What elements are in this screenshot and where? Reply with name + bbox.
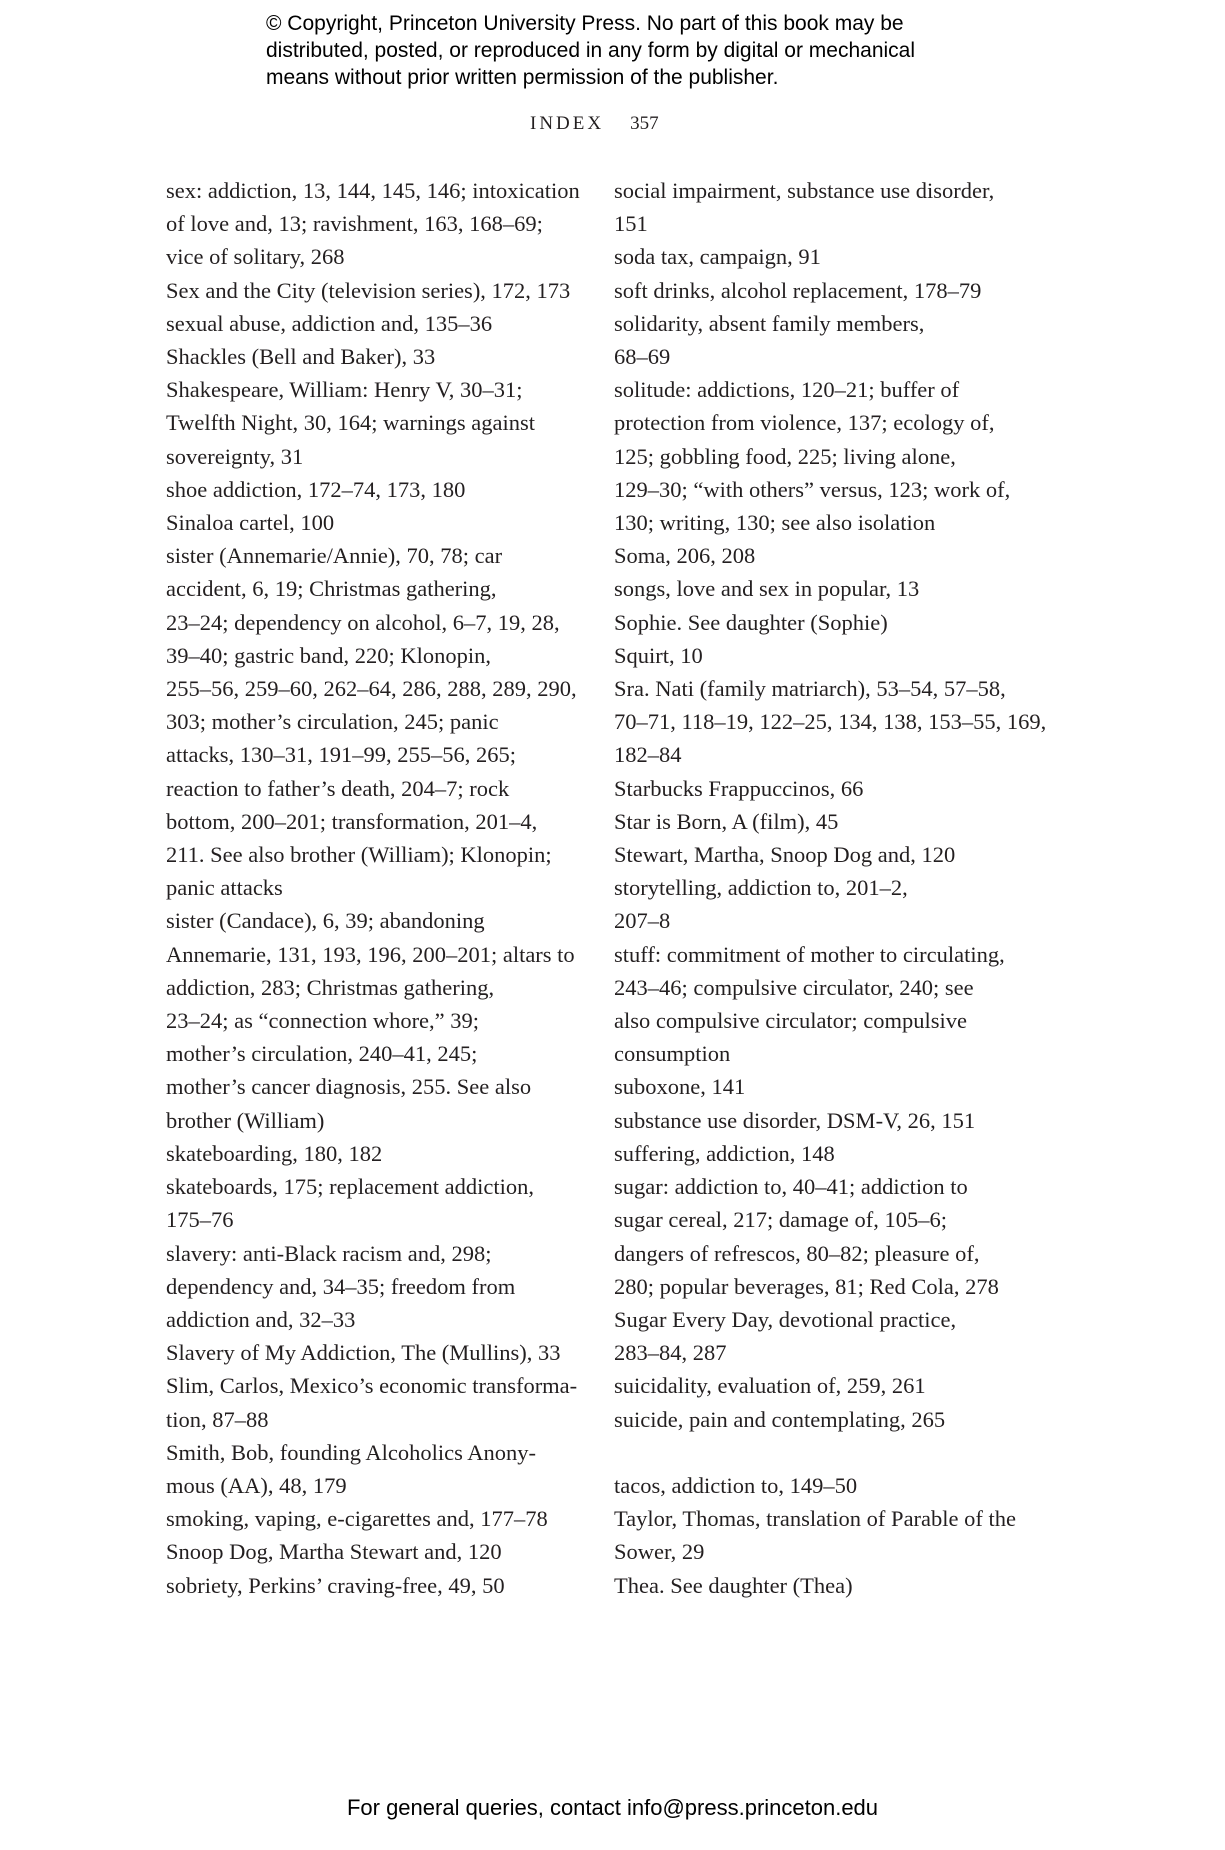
index-entry [166, 1237, 596, 1337]
index-entry-line: soda tax, campaign, 91 [614, 244, 821, 270]
index-entry [166, 174, 596, 274]
index-entry-line: Annemarie, 131, 193, 196, 200–201; altars to [166, 941, 575, 967]
index-entry [614, 606, 1044, 639]
copyright-line: means without prior written permission of the publisher. [266, 66, 779, 89]
index-entry [614, 1403, 1044, 1436]
index-entry [614, 1137, 1044, 1170]
index-entry-line: Thea. See daughter (Thea) [614, 1572, 853, 1598]
index-entry-line: 70–71, 118–19, 122–25, 134, 138, 153–55, 169, [614, 709, 1047, 735]
index-entry-line: sovereignty, 31 [166, 443, 304, 469]
index-entry [166, 340, 596, 373]
index-entry-line: suicidality, evaluation of, 259, 261 [614, 1373, 926, 1399]
index-entry-line: slavery: anti-Black racism and, 298; [166, 1240, 492, 1266]
index-entry-line: Snoop Dog, Martha Stewart and, 120 [166, 1539, 502, 1565]
running-head [530, 113, 659, 135]
index-entry-line: 23–24; as “connection whore,” 39; [166, 1008, 480, 1034]
index-entry-line: mous (AA), 48, 179 [166, 1472, 347, 1498]
index-entry-line: social impairment, substance use disorder, [614, 178, 995, 203]
index-entry-line: 243–46; compulsive circulator, 240; see [614, 974, 974, 1000]
footer-contact: For general queries, contact info@press.princeton.edu [346, 1795, 879, 1820]
index-entry-line: Star is Born, A (film), 45 [614, 808, 839, 834]
index-entry-line: 125; gobbling food, 225; living alone, [614, 443, 956, 469]
index-entry-line: storytelling, addiction to, 201–2, [614, 875, 908, 901]
index-entry-line: dependency and, 34–35; freedom from [166, 1273, 516, 1299]
index-entry [166, 539, 596, 904]
index-entry-line: 129–30; “with others” versus, 123; work of, [614, 476, 1011, 502]
index-entry-line: smoking, vaping, e-cigarettes and, 177–78 [166, 1506, 548, 1532]
index-entry-line: Stewart, Martha, Snoop Dog and, 120 [614, 842, 956, 868]
index-entry-line: 175–76 [166, 1207, 234, 1233]
index-entry-line: attacks, 130–31, 191–99, 255–56, 265; [166, 742, 516, 768]
index-entry-line: panic attacks [166, 875, 283, 901]
index-entry-line: Sophie. See daughter (Sophie) [614, 609, 888, 635]
index-entry-line: songs, love and sex in popular, 13 [614, 576, 920, 602]
index-entry-line: mother’s circulation, 240–41, 245; [166, 1041, 478, 1067]
index-entry-line: stuff: commitment of mother to circulating, [614, 941, 1005, 967]
index-entry-line: dangers of refrescos, 80–82; pleasure of, [614, 1240, 980, 1266]
index-entry [614, 274, 1044, 307]
index-entry [166, 473, 596, 506]
index-entry [166, 1369, 596, 1435]
index-entry [614, 938, 1044, 1071]
index-entry-line: Smith, Bob, founding Alcoholics Anony- [166, 1439, 537, 1465]
index-entry-line: 283–84, 287 [614, 1340, 727, 1366]
index-entry-line: Starbucks Frappuccinos, 66 [614, 775, 864, 801]
index-entry-line: Soma, 206, 208 [614, 543, 756, 569]
index-entry-line: soft drinks, alcohol replacement, 178–79 [614, 277, 982, 303]
index-entry-line: suboxone, 141 [614, 1074, 746, 1100]
index-entry [614, 539, 1044, 572]
index-entry [614, 1569, 1044, 1602]
index-entry [166, 274, 596, 307]
index-entry [614, 838, 1044, 871]
index-entry-line: Slim, Carlos, Mexico’s economic transforma- [166, 1373, 578, 1399]
index-entry [166, 1137, 596, 1170]
index-entry-line: sugar cereal, 217; damage of, 105–6; [614, 1207, 948, 1233]
index-entry-line: 68–69 [614, 344, 671, 370]
index-column-left [166, 174, 596, 1602]
index-entry-line: also compulsive circulator; compulsive [614, 1008, 968, 1034]
index-entry-line: reaction to father’s death, 204–7; rock [166, 775, 510, 801]
index-entry-line: Twelfth Night, 30, 164; warnings against [166, 410, 535, 436]
index-entry-line: solitude: addictions, 120–21; buffer of [614, 377, 960, 403]
index-entry [614, 639, 1044, 672]
index-entry [614, 1070, 1044, 1103]
index-entry-line: sex: addiction, 13, 144, 145, 146; intoxication [166, 178, 580, 203]
index-entry [614, 307, 1044, 373]
index-entry [614, 1502, 1044, 1568]
index-entry-line: consumption [614, 1041, 731, 1067]
index-entry-line: Shackles (Bell and Baker), 33 [166, 344, 436, 370]
index-entry-line: sexual abuse, addiction and, 135–36 [166, 310, 493, 336]
index-entry-line: bottom, 200–201; transformation, 201–4, [166, 808, 538, 834]
index-entry-line: 280; popular beverages, 81; Red Cola, 278 [614, 1273, 999, 1299]
index-entry [614, 1369, 1044, 1402]
index-entry-line: Sinaloa cartel, 100 [166, 510, 335, 536]
index-entry [614, 373, 1044, 539]
index-entry-line: Sugar Every Day, devotional practice, [614, 1306, 957, 1332]
index-entry-line: sister (Annemarie/Annie), 70, 78; car [166, 543, 503, 569]
index-entry [614, 1303, 1044, 1369]
copyright-line: © Copyright, Princeton University Press. No part of this book may be [266, 12, 904, 35]
index-entry [166, 1535, 596, 1568]
index-entry-line: tacos, addiction to, 149–50 [614, 1472, 858, 1498]
index-column-right [614, 174, 1047, 1602]
copyright-notice [266, 10, 1026, 91]
index-entry-line: Sex and the City (television series), 172, 173 [166, 277, 571, 303]
index-entry [614, 1104, 1044, 1137]
index-entry-line: sister (Candace), 6, 39; abandoning [166, 908, 485, 934]
index-entry-line: Sower, 29 [614, 1539, 705, 1565]
copyright-line: distributed, posted, or reproduced in any form by digital or mechanical [266, 39, 916, 62]
index-entry-line: Shakespeare, William: Henry V, 30–31; [166, 377, 523, 403]
index-entry-line: 23–24; dependency on alcohol, 6–7, 19, 28, [166, 609, 560, 635]
index-entry-line: 211. See also brother (William); Klonopin; [166, 842, 552, 868]
index-entry [166, 904, 596, 1136]
index-entry-line: solidarity, absent family members, [614, 310, 925, 336]
index-entry [614, 174, 1044, 240]
index-entry-line: 255–56, 259–60, 262–64, 286, 288, 289, 290, [166, 676, 577, 702]
index-entry-line: 151 [614, 211, 648, 237]
index-entry-line: addiction and, 32–33 [166, 1306, 356, 1332]
running-head-label: INDEX [530, 113, 605, 134]
index-entry [166, 1569, 596, 1602]
index-entry [614, 871, 1044, 937]
index-entry [614, 240, 1044, 273]
index-entry-line: Sra. Nati (family matriarch), 53–54, 57–58, [614, 676, 1006, 702]
index-entry-line: skateboards, 175; replacement addiction, [166, 1174, 534, 1200]
index-entry-line: suicide, pain and contemplating, 265 [614, 1406, 946, 1432]
index-entry-line: vice of solitary, 268 [166, 244, 345, 270]
index-entry-line: substance use disorder, DSM-V, 26, 151 [614, 1107, 976, 1133]
index-entry [614, 1170, 1044, 1303]
index-entry-line: 303; mother’s circulation, 245; panic [166, 709, 499, 735]
index-entry-line: of love and, 13; ravishment, 163, 168–69; [166, 211, 543, 237]
index-entry-line: Squirt, 10 [614, 642, 703, 668]
index-entry-line: addiction, 283; Christmas gathering, [166, 974, 495, 1000]
index-entry [166, 1502, 596, 1535]
page-number: 357 [630, 113, 659, 134]
index-entry [166, 1336, 596, 1369]
index-entry [166, 307, 596, 340]
index-entry-line: 182–84 [614, 742, 682, 768]
index-entry [166, 506, 596, 539]
index-entry-line: mother’s cancer diagnosis, 255. See also [166, 1074, 532, 1100]
index-entry-line: tion, 87–88 [166, 1406, 269, 1432]
section-gap [614, 1436, 1044, 1469]
index-entry-line: 39–40; gastric band, 220; Klonopin, [166, 642, 491, 668]
index-entry [614, 672, 1047, 772]
index-entry-line: 207–8 [614, 908, 671, 934]
index-entry [614, 772, 1044, 805]
index-entry-line: sobriety, Perkins’ craving-free, 49, 50 [166, 1572, 505, 1598]
index-entry [614, 1469, 1044, 1502]
index-entry [614, 805, 1044, 838]
index-entry [166, 1436, 596, 1502]
index-entry-line: skateboarding, 180, 182 [166, 1140, 383, 1166]
index-entry-line: shoe addiction, 172–74, 173, 180 [166, 476, 466, 502]
index-entry-line: brother (William) [166, 1107, 325, 1133]
index-entry-line: 130; writing, 130; see also isolation [614, 510, 936, 536]
index-entry [166, 1170, 596, 1236]
index-entry-line: Taylor, Thomas, translation of Parable of the [614, 1506, 1017, 1532]
index-entry-line: protection from violence, 137; ecology of, [614, 410, 995, 436]
index-entry [614, 572, 1044, 605]
index-entry [166, 373, 596, 473]
index-entry-line: accident, 6, 19; Christmas gathering, [166, 576, 497, 602]
index-entry-line: suffering, addiction, 148 [614, 1140, 835, 1166]
index-entry-line: Slavery of My Addiction, The (Mullins), 33 [166, 1340, 561, 1366]
index-entry-line: sugar: addiction to, 40–41; addiction to [614, 1174, 968, 1200]
